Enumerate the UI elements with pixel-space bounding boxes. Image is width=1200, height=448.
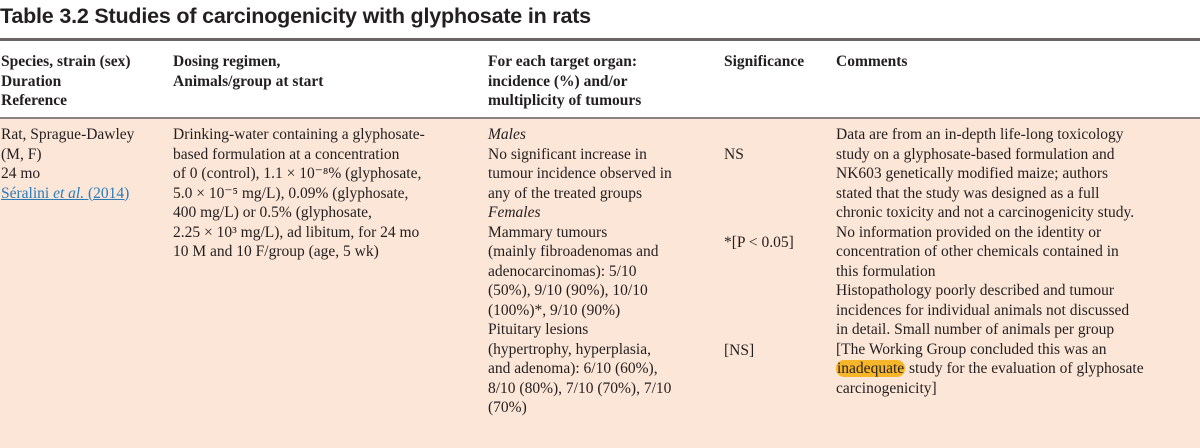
reference-etal: et al. [53,184,85,202]
comment-line: Histopathology poorly described and tumour [836,282,1115,299]
header-line: Dosing regimen, [173,53,281,70]
mammary-line: adenocarcinomas): 5/10 [488,262,637,280]
cell-target-organ-results [488,125,672,418]
reference-line [1,184,134,204]
comment-after-highlight: study for the evaluation of glyphosate [905,360,1144,377]
header-line: Comments [836,53,908,70]
species-line: Rat, Sprague-Dawley [1,126,135,143]
dosing-line: 2.25 × 10³ mg/L), ad libitum, for 24 mo [173,223,420,241]
dosing-line: based formulation at a concentration [173,145,400,163]
dosing-line: 5.0 × 10⁻⁵ mg/L), 0.09% (glyphosate, [173,184,409,202]
reference-author: Séralini [1,184,50,202]
significance-pituitary: [NS] [724,342,755,359]
header-species-duration-reference [1,52,131,111]
females-label: Females [488,204,541,221]
cell-dosing-regimen [173,125,425,262]
header-line: Reference [1,92,67,109]
males-result-line: any of the treated groups [488,184,643,202]
dosing-line: 400 mg/L) or 0.5% (glyphosate, [173,204,372,221]
highlighted-word[interactable]: inadequate [837,360,905,377]
pituitary-line: (hypertrophy, hyperplasia, [488,340,651,358]
pituitary-line: (70%) [488,399,527,416]
comment-line: study on a glyphosate-based formulation and [836,145,1115,163]
cell-comments [836,125,1144,398]
comment-line: concentration of other chemicals contained in [836,243,1119,260]
comment-line: [The Working Group concluded this was an [836,340,1107,358]
comment-line-highlighted [836,359,1144,379]
dosing-line: Drinking-water containing a glyphosate- [173,126,425,143]
header-line: incidence (%) and/or [488,72,628,90]
cell-species-duration-reference [1,125,134,203]
header-dosing-regimen [173,52,323,91]
comment-line: Data are from an in-depth life-long toxicology [836,126,1124,143]
comment-line: chronic toxicity and not a carcinogenicity study. [836,204,1135,221]
pituitary-line: and adenoma): 6/10 (60%), [488,360,658,377]
duration-line: 24 mo [1,165,41,182]
comment-line: stated that the study was designed as a full [836,184,1100,202]
comment-line: this formulation [836,262,936,280]
header-line: Species, strain (sex) [1,53,131,70]
reference-link[interactable] [1,185,129,202]
comment-line: No information provided on the identity or [836,223,1102,241]
header-line: For each target organ: [488,53,638,70]
males-result-line: tumour incidence observed in [488,165,672,182]
significance-males: NS [724,146,744,163]
header-line: Significance [724,53,805,70]
dosing-line: 10 M and 10 F/group (age, 5 wk) [173,243,379,260]
pituitary-line: 8/10 (80%), 7/10 (70%), 7/10 [488,379,672,397]
comment-line: incidences for individual animals not discussed [836,301,1130,319]
comment-line: carcinogenicity] [836,379,937,397]
males-result-line: No significant increase in [488,145,647,163]
comment-line: in detail. Small number of animals per group [836,321,1115,338]
dosing-line: of 0 (control), 1.1 × 10⁻⁸% (glyphosate, [173,165,422,182]
pituitary-line: Pituitary lesions [488,321,589,338]
comment-line: NK603 genetically modified maize; authors [836,165,1109,182]
mammary-line: (mainly fibroadenomas and [488,243,659,260]
header-line: Duration [1,72,62,90]
mammary-line: (100%)*, 9/10 (90%) [488,301,621,319]
table-title: Table 3.2 Studies of carcinogenicity with glyphosate in rats [0,4,591,28]
reference-year: (2014) [87,184,130,202]
header-line: Animals/group at start [173,72,324,90]
mammary-line: (50%), 9/10 (90%), 10/10 [488,282,648,299]
significance-mammary: *[P < 0.05] [724,234,794,251]
header-comments [836,52,907,72]
header-significance [724,52,804,72]
header-target-organ-incidence [488,52,641,111]
males-label: Males [488,126,526,143]
mammary-line: Mammary tumours [488,223,608,241]
header-line: multiplicity of tumours [488,92,642,109]
species-sex-line: (M, F) [1,145,42,163]
